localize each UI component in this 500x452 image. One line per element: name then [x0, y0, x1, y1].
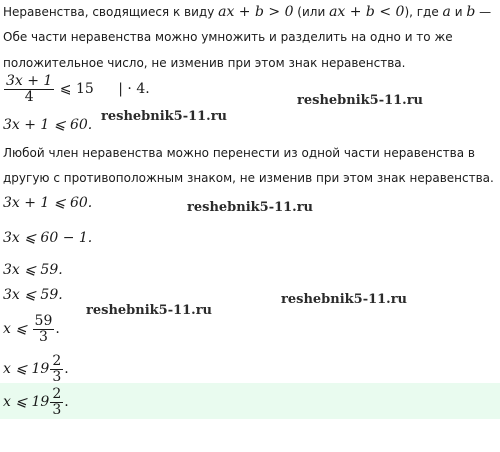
- dash-text: —: [475, 5, 492, 19]
- watermark: reshebnik5-11.ru: [86, 303, 213, 318]
- expr-ax-b-gt-0: ax + b > 0: [218, 4, 294, 20]
- step8-expression: x ⩽ 19 $\frac{2}{3}$ .: [3, 352, 69, 385]
- step7-expression: x ⩽ $\frac{59}{3}$ .: [3, 312, 60, 345]
- step9-answer: x ⩽ 19 $\frac{2}{3}$ .: [3, 385, 69, 418]
- step3-expression: 3x + 1 ⩽ 60.: [3, 195, 93, 211]
- watermark: reshebnik5-11.ru: [281, 292, 408, 307]
- rule2-line1: Любой член неравенства можно перенести из одной части неравенства в: [3, 146, 475, 160]
- watermark: reshebnik5-11.ru: [297, 93, 424, 108]
- step6-expression: 3x ⩽ 59.: [3, 287, 63, 303]
- step9-fraction: $\frac{2}{3}$: [52, 385, 62, 418]
- step8-fraction: $\frac{2}{3}$: [52, 352, 62, 385]
- answer-highlight: [0, 383, 500, 419]
- step2-expression: 3x + 1 ⩽ 60.: [3, 117, 93, 133]
- intro-line: [3, 4, 491, 20]
- rule1-line1: Обе части неравенства можно умножить и разделить на одно и то же: [3, 30, 453, 44]
- and-text: и: [450, 5, 467, 19]
- step5-expression: 3x ⩽ 59.: [3, 262, 63, 278]
- intro-mid-text: (или: [293, 5, 330, 19]
- step7-fraction: $\frac{59}{3}$: [34, 312, 53, 345]
- rule1-line2: положительное число, не изменив при этом знак неравенства.: [3, 56, 406, 70]
- rule2-line2: другую с противоположным знаком, не изменив при этом знак неравенства.: [3, 171, 494, 185]
- step1-expression: [3, 72, 150, 106]
- watermark: reshebnik5-11.ru: [101, 109, 228, 124]
- watermark: reshebnik5-11.ru: [187, 200, 314, 215]
- intro-after-text: ), где: [404, 5, 443, 19]
- step1-multiplier: | · 4.: [118, 81, 150, 97]
- step1-fraction: $\frac{3x + 1}{4}$: [6, 72, 53, 105]
- var-a: a: [442, 4, 451, 20]
- intro-text: Неравенства, сводящиеся к виду: [3, 5, 219, 19]
- step1-rest: ⩽ 15: [55, 81, 94, 97]
- step4-expression: 3x ⩽ 60 − 1.: [3, 230, 93, 246]
- expr-ax-b-lt-0: ax + b < 0: [329, 4, 405, 20]
- var-b: b: [466, 4, 476, 20]
